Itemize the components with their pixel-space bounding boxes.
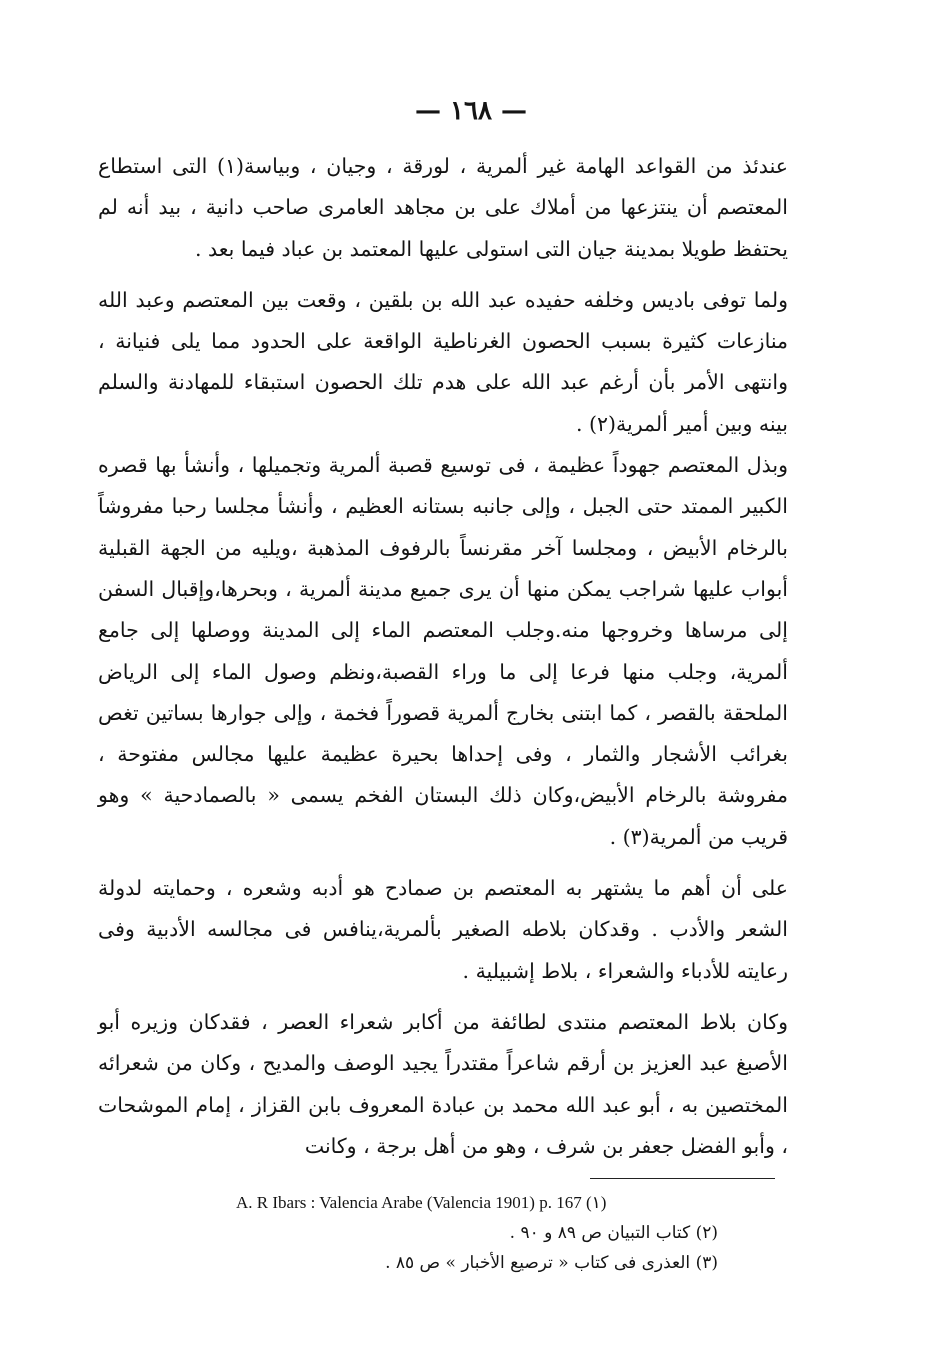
footnote-3 bbox=[236, 1248, 718, 1278]
footnote-2-number: (٢) bbox=[695, 1223, 718, 1243]
footnote-3-number: (٣) bbox=[695, 1253, 718, 1273]
main-text bbox=[98, 146, 788, 1167]
footnote-3-text: العذرى فى كتاب « ترصيع الأخبار » ص ٨٥ . bbox=[385, 1253, 691, 1273]
page-number: — ١٦٨ — bbox=[414, 96, 528, 126]
footnote-2-text: كتاب التبيان ص ٨٩ و ٩٠ . bbox=[509, 1223, 691, 1243]
footnote-2 bbox=[236, 1218, 718, 1248]
footnote-1-number: (١) bbox=[585, 1193, 607, 1212]
paragraph-2: ولما توفى باديس وخلفه حفيده عبد الله بن بلقين ، وقعت بين المعتصم وعبد الله منازعات كثيرة بسبب الحصون الغرناطية الواقعة على الحدود مما يلى فنيانة ، وانتهى الأمر بأن أرغم عبد الله على هدم تلك الحصون استبقاء للمهادنة والسلم بينه وبين أمير ألمرية(٢) . bbox=[98, 287, 788, 436]
footnote-1 bbox=[236, 1188, 718, 1218]
paragraph-1: عندئذ من القواعد الهامة غير ألمرية ، لورقة ، وجيان ، وبياسة(١) التى استطاع المعتصم أن ينتزعها من أملاك على بن مجاهد العامرى صاحب دانية ، بيد أنه لم يحتفظ طويلا بمدينة جيان التى استولى عليها المعتمد بن عباد فيما بعد . bbox=[98, 154, 788, 261]
footnote-divider bbox=[590, 1178, 775, 1179]
paragraph-3: وبذل المعتصم جهوداً عظيمة ، فى توسيع قصبة ألمرية وتجميلها ، وأنشأ بها قصره الكبير الممتد حتى الجبل ، وإلى جانبه بستانه العظيم ، وأنشأ مجلسا رحبا مفروشاً بالرخام الأبيض ، ومجلسا آخر مقرنساً بالرفوف المذهبة ،ويليه من الجهة القبلية أبواب عليها شراجب يمكن منها أن يرى جميع مدينة ألمرية ، وبحرها،وإقبال السفن إلى مرساها وخروجها منه.وجلب المعتصم الماء إلى المدينة ووصلها إلى جامع ألمرية، وجلب منها فرعا إلى ما وراء القصبة،ونظم وصول الماء إلى الرياض الملحقة بالقصر ، كما ابتنى بخارج ألمرية قصوراً فخمة ، وإلى جوارها بساتين تغص بغرائب الأشجار والثمار ، وفى إحداها بحيرة عظيمة عليها مجالس مفتوحة ، مفروشة بالرخام الأبيض،وكان ذلك البستان الفخم يسمى « بالصمادحية » وهو قريب من ألمرية(٣) . bbox=[98, 453, 788, 849]
paragraph-4: على أن أهم ما يشتهر به المعتصم بن صمادح هو أدبه وشعره ، وحمايته لدولة الشعر والأدب . وقدكان بلاطه الصغير بألمرية،ينافس فى مجالسه الأدبية وفى رعايته للأدباء والشعراء ، بلاط إشبيلية . bbox=[98, 876, 788, 983]
footnote-1-text: A. R Ibars : Valencia Arabe (Valencia 1901) p. 167 bbox=[236, 1193, 582, 1212]
paragraph-5: وكان بلاط المعتصم منتدى لطائفة من أكابر شعراء العصر ، فقدكان وزيره أبو الأصبغ عبد العزيز بن أرقم شاعراً مقتدراً يجيد الوصف والمديح ، وكان من شعرائه المختصين به ، أبو عبد الله محمد بن عبادة المعروف بابن القزاز ، إمام الموشحات ، وأبو الفضل جعفر بن شرف ، وهو من أهل برجة ، وكانت bbox=[98, 1009, 788, 1158]
footnotes bbox=[236, 1188, 718, 1278]
